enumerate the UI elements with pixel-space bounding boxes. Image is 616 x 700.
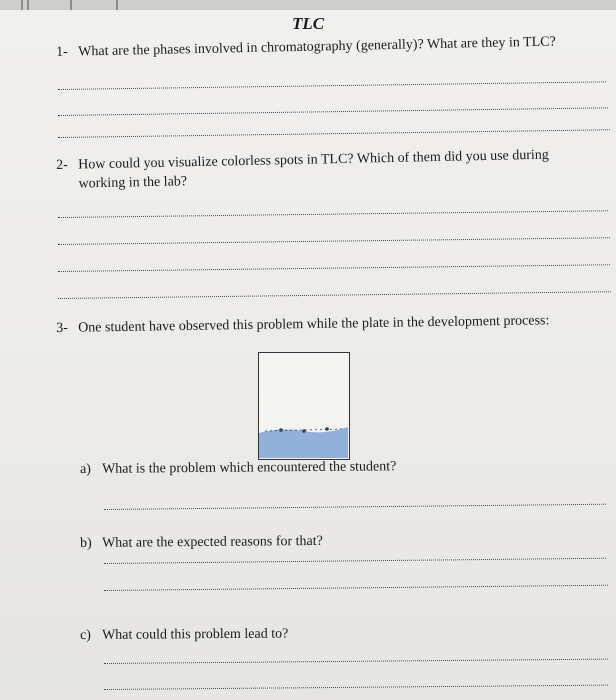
toolbar-mark (116, 0, 118, 10)
question-2-text-continued: working in the lab? (78, 174, 188, 192)
answer-line[interactable] (58, 237, 610, 245)
answer-line[interactable] (104, 558, 606, 564)
spot (279, 428, 283, 432)
sub-question-b (80, 534, 323, 552)
question-3-text: One student have observed this problem while the plate in the development process: (78, 313, 550, 336)
toolbar-mark (27, 0, 29, 10)
spot (325, 427, 329, 431)
answer-line[interactable] (58, 210, 608, 218)
spot (302, 429, 306, 433)
sub-question-c-text: What could this problem lead to? (101, 626, 289, 643)
sub-question-c-label: c) (80, 627, 91, 643)
question-2 (56, 144, 616, 194)
answer-line[interactable] (104, 659, 608, 664)
sub-question-a-label: a) (80, 461, 92, 477)
sub-question-c (80, 627, 288, 644)
answer-line[interactable] (58, 129, 610, 138)
answer-line[interactable] (58, 291, 611, 299)
question-2-text: How could you visualize colorless spots in TLC? Which of them did you use during (78, 147, 549, 173)
toolbar-mark (21, 0, 23, 10)
answer-line[interactable] (104, 504, 606, 510)
tlc-plate-diagram (258, 352, 350, 460)
toolbar-mark (70, 0, 72, 10)
toolbar-strip (0, 0, 616, 10)
answer-line[interactable] (58, 107, 608, 116)
sub-question-a-text: What is the problem which encountered the student? (101, 459, 397, 477)
answer-line[interactable] (58, 81, 606, 90)
answer-line[interactable] (104, 585, 608, 591)
answer-line[interactable] (104, 685, 608, 690)
page-title: TLC (291, 14, 325, 33)
sub-question-b-label: b) (80, 535, 92, 551)
tlc-plate-drawing (259, 353, 348, 458)
question-1-text: What are the phases involved in chromatography (generally)? What are they in TLC? (78, 34, 556, 60)
sub-question-a (80, 459, 396, 478)
question-1 (56, 31, 616, 62)
question-3 (56, 310, 616, 338)
answer-line[interactable] (58, 264, 610, 272)
question-3-number: 3- (56, 320, 68, 336)
question-1-number: 1- (56, 44, 69, 60)
question-2-number: 2- (56, 157, 69, 173)
sub-question-b-text: What are the expected reasons for that? (101, 533, 323, 551)
